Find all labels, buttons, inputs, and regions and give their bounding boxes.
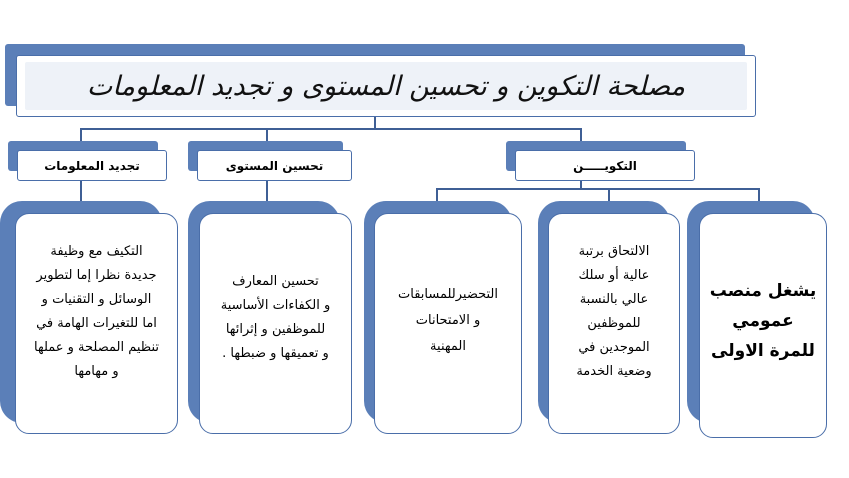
- card-promo-line: الالتحاق برتبة: [578, 244, 650, 259]
- card-promo-line: وضعية الخدمة: [576, 364, 652, 379]
- header-renew: [17, 150, 167, 181]
- card-promo-line: عالية أو سلك: [578, 268, 650, 283]
- card-improve-line: للموظفين و إثرائها: [225, 322, 326, 337]
- card-prep-text: [379, 282, 517, 360]
- card-promo-text: [553, 240, 675, 384]
- card-promo: [548, 213, 680, 434]
- stem-renew-card: [80, 181, 82, 201]
- card-improve: [199, 213, 352, 434]
- card-first-text: [704, 276, 822, 366]
- header-improve: [197, 150, 352, 181]
- title-box: [16, 55, 756, 117]
- header-training-label: التكويـــــن: [573, 158, 637, 173]
- stem-first: [758, 188, 760, 202]
- stem-prep: [436, 188, 438, 202]
- card-renew-line: اما للتغيرات الهامة في: [36, 316, 157, 331]
- top-horizontal-line: [80, 128, 582, 130]
- card-improve-line: و تعميقها و ضبطها .: [222, 346, 329, 361]
- card-improve-line: و الكفاءات الأساسية: [220, 298, 331, 313]
- stem-training: [580, 128, 582, 142]
- stem-improve: [266, 128, 268, 142]
- card-promo-line: للموظفين: [587, 316, 641, 331]
- card-renew-line: التكيف مع وظيفة: [50, 244, 143, 259]
- card-prep-line: و الامتحانات: [415, 313, 481, 328]
- card-renew-text: [20, 240, 173, 384]
- card-renew-line: جديدة نظرا إما لتطوير: [36, 268, 157, 283]
- card-prep-line: المهنية: [430, 339, 466, 354]
- card-first-line: عمومي: [732, 311, 794, 331]
- card-first-line: يشغل منصب: [709, 281, 817, 301]
- header-improve-label: تحسين المستوى: [225, 158, 324, 173]
- card-promo-line: عالي بالنسبة: [579, 292, 649, 307]
- header-training: [515, 150, 695, 181]
- card-prep-line: التحضيرللمسابقات: [398, 287, 498, 302]
- card-improve-line: تحسين المعارف: [232, 274, 319, 289]
- training-horizontal-line: [436, 188, 760, 190]
- card-first-line: للمرة الاولى: [711, 341, 815, 361]
- card-prep: [374, 213, 522, 434]
- card-promo-line: الموجدين في: [578, 340, 650, 355]
- card-improve-text: [204, 270, 347, 366]
- card-first: [699, 213, 827, 438]
- page-title: مصلحة التكوين و تحسين المستوى و تجديد المعلومات: [86, 70, 686, 102]
- card-renew-line: الوسائل و التقنيات و: [41, 292, 152, 307]
- stem-renew: [80, 128, 82, 142]
- header-renew-label: تجديد المعلومات: [44, 158, 140, 173]
- card-renew-line: و مهامها: [74, 364, 119, 379]
- card-renew: [15, 213, 178, 434]
- stem-promo: [608, 188, 610, 202]
- stem-improve-card: [266, 181, 268, 201]
- card-renew-line: تنظيم المصلحة و عملها: [33, 340, 159, 355]
